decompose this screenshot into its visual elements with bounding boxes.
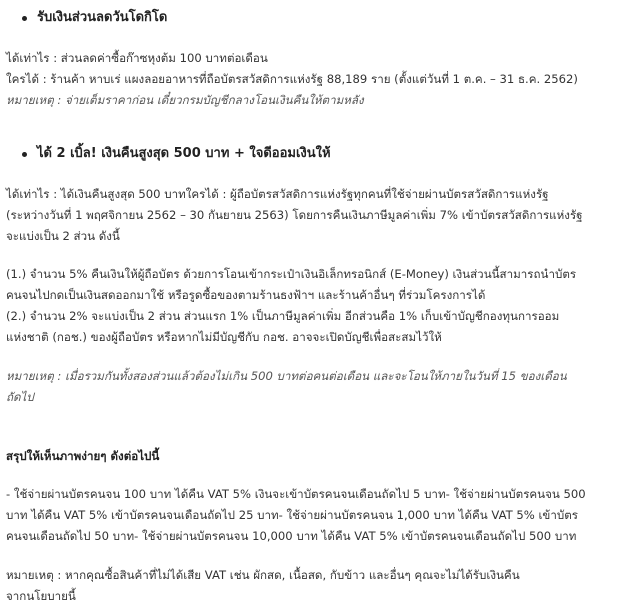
section2-line3: จะแบ่งเป็น 2 ส่วน ดังนี้: [6, 229, 120, 243]
section1-note: หมายเหตุ : จ่ายเต็มราคาก่อน เดี๋ยวกรมบัญชีกลางโอนเงินคืนให้ตามหลัง: [6, 93, 364, 107]
section2-item1a: (1.) จำนวน 5% คืนเงินให้ผู้ถือบัตร ด้วยการโอนเข้ากระเป๋าเงินอิเล็กทรอนิกส์ (E-Money) เงินส่วนนี้สามารถนำบัตร: [6, 267, 577, 281]
section1-heading: [22, 8, 167, 29]
amount-text: ส่วนลดค่าซื้อก๊าซหุงต้ม 100 บาทต่อเดือน: [57, 51, 268, 65]
eligible-label: ใครได้ :: [6, 72, 47, 86]
section2-note-a: หมายเหตุ : เมื่อรวมกันทั้งสองส่วนแล้วต้องไม่เกิน 500 บาทต่อคนต่อเดือน และจะโอนให้ภายในวันที่ 15 ของเดือน: [6, 369, 567, 383]
summary-note2: จากนโยบายนี้: [6, 589, 76, 603]
eligible-text: ร้านค้า หาบเร่ แผงลอยอาหารที่ถือบัตรสวัสดิการแห่งรัฐ 88,189 ราย (ตั้งแต่วันที่ 1 ต.ค. – 31 ธ.ค. 2562): [46, 72, 578, 86]
section2-item2b: แห่งชาติ (กอช.) ของผู้ถือบัตร หรือหากไม่มีบัญชีกับ กอช. อาจจะเปิดบัญชีเพื่อสะสมไว้ให้: [6, 330, 442, 344]
summary-note1: หมายเหตุ : หากคุณซื้อสินค้าที่ไม่ได้เสีย VAT เช่น ผักสด, เนื้อสด, กับข้าว และอื่นๆ คุณจะไม่ได้รับเงินคืน: [6, 568, 520, 582]
section2-heading-text: ได้ 2 เบิ้ล! เงินคืนสูงสุด 500 บาท + ใจดีออมเงินให้: [37, 146, 331, 161]
amount-label: ได้เท่าไร :: [6, 51, 58, 65]
section1-heading-text: รับเงินส่วนลดวันโดกิโด: [37, 10, 168, 25]
summary-line1: - ใช้จ่ายผ่านบัตรคนจน 100 บาท ได้คืน VAT 5% เงินจะเข้าบัตรคนจนเดือนถัดไป 5 บาท- ใช้จ่ายผ่านบัตรคนจน 500: [6, 487, 586, 501]
section2-note-b: ถัดไป: [6, 390, 34, 404]
summary-title: สรุปให้เห็นภาพง่ายๆ ดังต่อไปนี้: [6, 449, 160, 463]
section2-item1b: คนจนไปกดเป็นเงินสดออกมาใช้ หรือรูดซื้อของตามร้านธงฟ้าฯ และร้านค้าอื่นๆ ที่ร่วมโครงการได้: [6, 288, 486, 302]
section2-heading: [22, 144, 331, 165]
summary-line2: บาท ได้คืน VAT 5% เข้าบัตรคนจนเดือนถัดไป 25 บาท- ใช้จ่ายผ่านบัตรคนจน 1,000 บาท ได้คืน VAT 5% เข้าบัตร: [6, 508, 578, 522]
bullet-icon: [22, 16, 27, 21]
section1-eligible: [6, 69, 634, 90]
bullet-icon: [22, 152, 27, 157]
section2-line2: (ระหว่างวันที่ 1 พฤศจิกายน 2562 – 30 กันยายน 2563) โดยการคืนเงินภาษีมูลค่าเพิ่ม 7% เข้าบัตรสวัสดิการแห่งรัฐ: [6, 208, 583, 222]
section2-line1: ได้เท่าไร : ได้เงินคืนสูงสุด 500 บาทใครได้ : ผู้ถือบัตรสวัสดิการแห่งรัฐทุกคนที่ใช้จ่ายผ่านบัตรสวัสดิการแห่งรัฐ: [6, 187, 549, 201]
section1-amount: [6, 48, 634, 69]
summary-line3: คนจนเดือนถัดไป 50 บาท- ใช้จ่ายผ่านบัตรคนจน 10,000 บาท ได้คืน VAT 5% เข้าบัตรคนจนเดือนถัดไป 500 บาท: [6, 529, 577, 543]
section2-item2a: (2.) จำนวน 2% จะแบ่งเป็น 2 ส่วน ส่วนแรก 1% เป็นภาษีมูลค่าเพิ่ม อีกส่วนคือ 1% เก็บเข้าบัญชีกองทุนการออม: [6, 309, 560, 323]
